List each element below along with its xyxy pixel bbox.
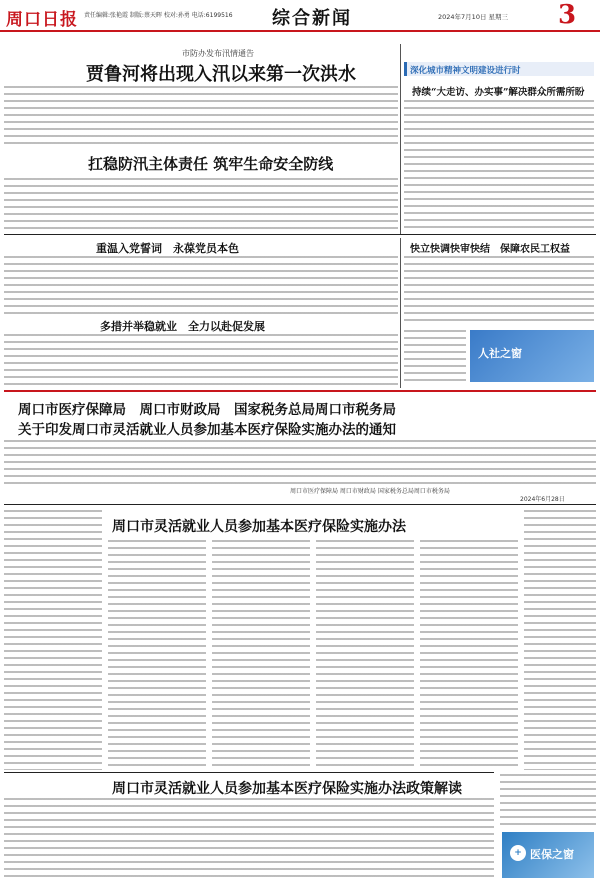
column-divider bbox=[400, 44, 401, 234]
notice-date: 2024年6月28日 bbox=[520, 496, 565, 503]
editor-info: 责任编辑:张艳霞 制版:蔡天晖 校对:孙勇 电话:6199516 bbox=[84, 12, 233, 19]
right-column-body bbox=[404, 100, 594, 230]
medical-cross-icon: + bbox=[510, 845, 526, 861]
measures-col-5 bbox=[420, 540, 518, 770]
interpretation-title: 周口市灵活就业人员参加基本医疗保险实施办法政策解读 bbox=[112, 781, 462, 797]
right-column-title: 持续“大走访、办实事”解决群众所需所盼 bbox=[412, 87, 585, 98]
interpretation-body bbox=[4, 798, 494, 878]
measures-col-4 bbox=[316, 540, 414, 770]
mid-title-c: 快立快调快审快结 保障农民工权益 bbox=[410, 244, 570, 255]
notice-top-rule bbox=[4, 390, 596, 392]
page-number: 3 bbox=[558, 0, 577, 30]
notice-orgs: 周口市医疗保障局 周口市财政局 国家税务总局周口市税务局 bbox=[18, 402, 396, 418]
notice-title: 关于印发周口市灵活就业人员参加基本医疗保险实施办法的通知 bbox=[18, 422, 396, 438]
measures-col-2 bbox=[108, 540, 206, 770]
issue-date: 2024年7月10日 星期三 bbox=[438, 13, 509, 21]
mid-title-b: 多措并举稳就业 全力以赴促发展 bbox=[100, 320, 265, 333]
mid-body-b bbox=[4, 334, 398, 386]
measures-bottom-rule bbox=[4, 772, 494, 773]
notice-body bbox=[4, 440, 596, 484]
mid-divider bbox=[400, 238, 401, 388]
measures-col-1 bbox=[4, 510, 102, 770]
story1-title: 贾鲁河将出现入汛以来第一次洪水 bbox=[86, 64, 356, 85]
ren-she-zhi-chuang-label: 人社之窗 bbox=[478, 347, 522, 360]
story1-body bbox=[4, 86, 398, 144]
mid-body-a bbox=[4, 256, 398, 314]
section-title: 综合新闻 bbox=[272, 8, 352, 29]
measures-col-6 bbox=[524, 510, 596, 770]
interpretation-side bbox=[500, 774, 596, 830]
right-column-banner-text: 深化城市精神文明建设进行时 bbox=[410, 66, 521, 76]
story1-kicker: 市防办发布汛情通告 bbox=[182, 49, 254, 58]
measures-title: 周口市灵活就业人员参加基本医疗保险实施办法 bbox=[112, 519, 406, 535]
mid-body-c2 bbox=[404, 330, 466, 386]
mid-body-c bbox=[404, 256, 594, 326]
section-rule bbox=[4, 234, 596, 235]
notice-signature: 周口市医疗保障局 周口市财政局 国家税务总局周口市税务局 bbox=[290, 488, 450, 495]
yi-bao-zhi-chuang-label: 医保之窗 bbox=[530, 848, 574, 861]
mid-title-a: 重温入党誓词 永葆党员本色 bbox=[96, 242, 239, 255]
measures-col-3 bbox=[212, 540, 310, 770]
notice-bottom-rule bbox=[4, 504, 596, 505]
story2-body bbox=[4, 178, 398, 230]
newspaper-logo: 周口日报 bbox=[6, 10, 78, 30]
story2-title: 扛稳防汛主体责任 筑牢生命安全防线 bbox=[88, 155, 334, 173]
